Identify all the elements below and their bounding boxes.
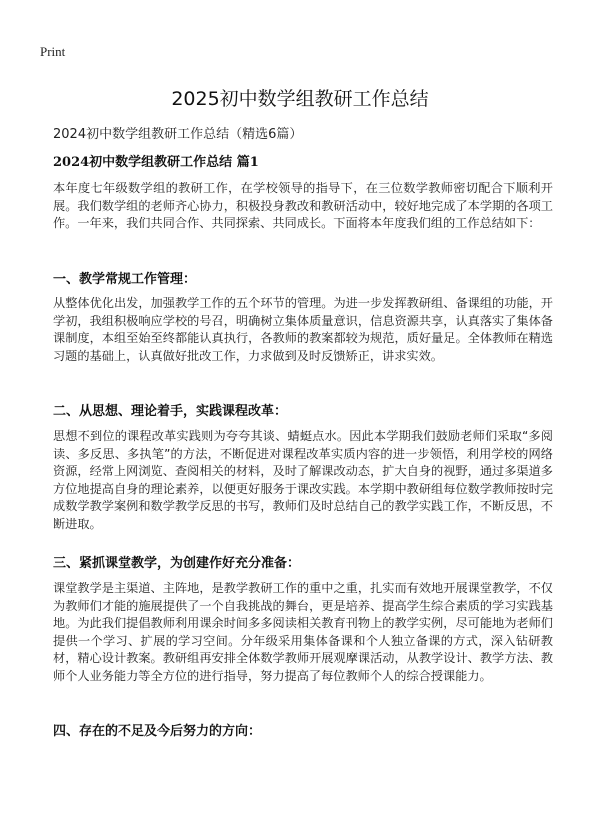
subsection-body-3: 课堂教学是主渠道、主阵地，是教学教研工作的重中之重，扎实而有效地开展课堂教学，不仅为教师们才能的施展提供了一个自我挑战的舞台，更是培养、提高学生综合素质的学习实践基地。为此我们提倡教师利用课余时间多多阅读相关教育刊物上的教学实例，尽可能地为老师们提供一个学习、扩展的学习空间。分年级采用集体备课和个人独立备课的方式，深入钻研教材，精心设计教案。教研组再安排全体数学教师开展观摩课活动，从教学设计、教学方法、教师个人业务能力等全方位的进行指导，努力提高了每位教师个人的综合授课能力。 [53, 581, 553, 683]
subsection-body-1: 从整体优化出发，加强教学工作的五个环节的管理。为进一步发挥教研组、备课组的功能，开学初，我组积极响应学校的号召，明确树立集体质量意识，信息资源共享，认真落实了集体备课制度，本组至始至终都能认真执行，各教师的教案都较为规范，质好量足。全体教师在精选习题的基础上，认真做好批改工作，力求做到及时反馈矫正，讲求实效。 [53, 296, 553, 363]
subsection-heading-1: 一、教学常规工作管理： [53, 272, 197, 287]
section-heading: 2024初中数学组教研工作总结 篇1 [53, 155, 259, 170]
page-title: 2025初中数学组教研工作总结 [171, 88, 429, 110]
subsection-body-2: 思想不到位的课程改革实践则为夸夸其谈、蜻蜓点水。因此本学期我们鼓励老师们采取“多阅读、多反思、多执笔”的方法，不断促进对课程改革实质内容的进一步领悟，利用学校的网络资源，经常上网浏览、查阅相关的材料，及时了解课改动态，扩大自身的视野，通过多渠道多方位地提高自身的理论素养，以便更好服务于课改实践。本学期中教研组每位数学教师按时完成数学教学案例和数学教学反思的书写，教师们及时总结自己的教学实践工作，不断反思，不断进取。 [53, 429, 553, 531]
subsection-heading-3: 三、紧抓课堂教学，为创建作好充分准备： [53, 556, 301, 571]
subsection-heading-4: 四、存在的不足及今后努力的方向： [53, 724, 262, 739]
intro-paragraph: 本年度七年级数学组的教研工作，在学校领导的指导下，在三位数学教师密切配合下顺利开展。我们数学组的老师齐心协力，积极投身教改和教研活动中，较好地完成了本学期的各项工作。一年来，我们共同合作、共同探索、共同成长。下面将本年度我们组的工作总结如下： [53, 181, 553, 231]
print-link[interactable]: Print [40, 44, 66, 59]
document-subtitle: 2024初中数学组教研工作总结（精选6篇） [53, 127, 303, 142]
subsection-heading-2: 二、从思想、理论着手，实践课程改革： [53, 404, 288, 419]
